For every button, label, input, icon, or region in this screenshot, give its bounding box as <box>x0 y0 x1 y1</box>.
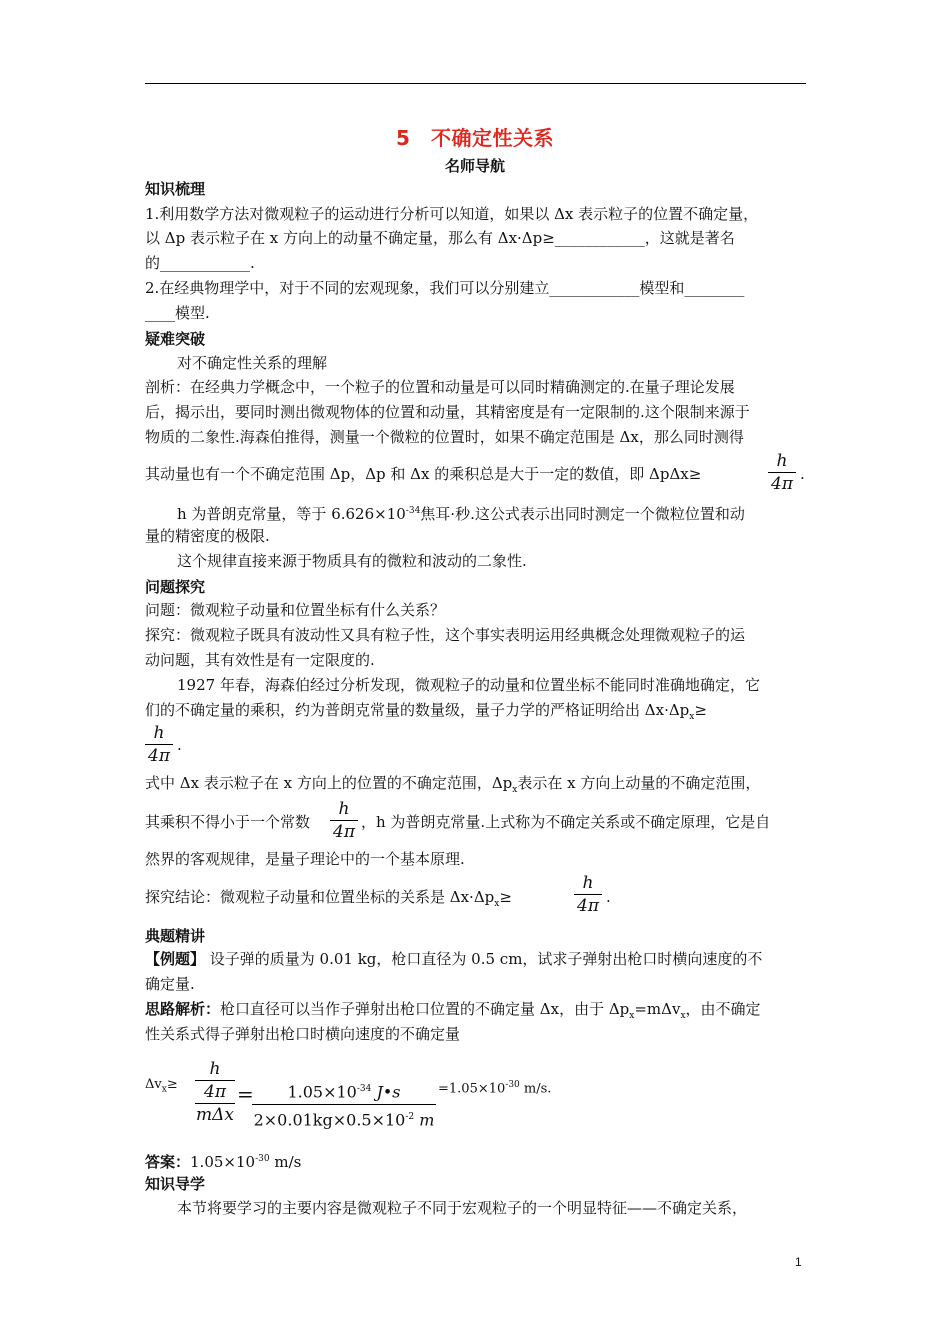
text-line: 思路解析：枪口直径可以当作子弹射出枪口位置的不确定量 Δx，由于 $\Delta p_x=m\Delta v_x$，由不确定 <box>145 1000 761 1021</box>
fraction-numerator: $1.05\times 10^{-34}$ J•s <box>287 1082 401 1102</box>
section-heading: 知识导学 <box>145 1175 206 1193</box>
section-heading: 典题精讲 <box>145 927 206 945</box>
fraction-denominator: 4π <box>148 746 170 766</box>
section-heading: 问题探究 <box>145 578 206 596</box>
fraction-denominator: 4π <box>577 896 599 916</box>
fraction-bar <box>330 820 358 821</box>
text-line: ，h 为普朗克常量.上式称为不确定关系或不确定原理，它是自 <box>361 813 771 831</box>
fraction-numerator: h <box>582 873 594 893</box>
equation-value-fraction <box>252 1078 436 1132</box>
fraction-numerator: h <box>776 451 788 471</box>
text-line: 【例题】 设子弹的质量为 0.01 kg，枪口直径为 0.5 cm，试求子弹射出枪口时横向速度的不 <box>145 950 763 968</box>
fraction-outer-denominator: mΔx <box>196 1105 234 1125</box>
text-line: 后，揭示出，要同时测出微观物体的位置和动量，其精密度是有一定限制的.这个限制来源于 <box>145 403 750 421</box>
text-line: 剖析：在经典力学概念中，一个粒子的位置和动量是可以同时精确测定的.在量子理论发展 <box>145 378 735 396</box>
fraction-bar <box>768 472 796 473</box>
text-line: 式中 Δx 表示粒子在 x 方向上的位置的不确定范围，$\Delta p_x$表示在 x 方向上动量的不确定范围， <box>145 774 761 795</box>
fraction-denominator: 4π <box>333 822 355 842</box>
text-line: 性关系式得子弹射出枪口时横向速度的不确定量 <box>145 1025 461 1043</box>
fraction-h-over-4pi <box>574 873 602 916</box>
fraction-h-over-4pi <box>145 723 173 766</box>
text-line: . <box>606 888 611 906</box>
fraction-bar <box>195 1080 235 1081</box>
fraction-bar <box>574 894 602 895</box>
equation-lhs: $\Delta v_x\ge$ <box>145 1077 178 1095</box>
text-line: 对不确定性关系的理解 <box>177 354 328 372</box>
section-heading: 疑难突破 <box>145 330 206 348</box>
text-line: 们的不确定量的乘积，约为普朗克常量的数量级，量子力学的严格证明给出 $\Delta x\cdot\Delta p_x\ge$ <box>145 701 707 722</box>
fraction-numerator: h <box>153 723 165 743</box>
text-line: ____模型. <box>145 304 210 322</box>
text-line: 问题：微观粒子动量和位置坐标有什么关系？ <box>145 601 446 619</box>
page-number: 1 <box>795 1255 802 1269</box>
header-rule <box>145 83 806 84</box>
fraction-h-over-4pi <box>330 799 358 842</box>
section-heading: 知识梳理 <box>145 180 206 198</box>
text-line: 探究：微观粒子既具有波动性又具有粒子性，这个事实表明运用经典概念处理微观粒子的运 <box>145 626 746 644</box>
text-line: 1.利用数学方法对微观粒子的运动进行分析可以知道，如果以 Δx 表示粒子的位置不确定量， <box>145 205 759 223</box>
text-line: 然界的客观规律，是量子理论中的一个基本原理. <box>145 850 465 868</box>
text-line: 动问题，其有效性是有一定限度的. <box>145 651 375 669</box>
fraction-bar <box>252 1104 436 1105</box>
text-line: 这个规律直接来源于物质具有的微粒和波动的二象性. <box>177 552 527 570</box>
text-line: 本节将要学习的主要内容是微观粒子不同于宏观粒子的一个明显特征——不确定关系， <box>177 1199 748 1217</box>
text-line: 1927 年春，海森伯经过分析发现，微观粒子的动量和位置坐标不能同时准确地确定，它 <box>177 676 760 694</box>
page-title: 5 不确定性关系 <box>396 126 554 150</box>
text-line: 确定量. <box>145 975 195 993</box>
fraction-bar-outer <box>195 1103 235 1104</box>
text-line: 2.在经典物理学中，对于不同的宏观现象，我们可以分别建立____________模型和________ <box>145 279 745 297</box>
text-line: 量的精密度的极限. <box>145 527 270 545</box>
text-line: h 为普朗克常量，等于 $6.626\times 10^{-34}$焦耳·秒.这公式表示出同时测定一个微粒位置和动 <box>177 505 745 523</box>
fraction-numerator: h <box>338 799 350 819</box>
text-line: . <box>800 465 805 483</box>
fraction-denominator: 4π <box>204 1082 226 1102</box>
text-line: 其乘积不得小于一个常数 <box>145 813 311 831</box>
text-line: 的____________. <box>145 254 255 272</box>
text-line: 探究结论：微观粒子动量和位置坐标的关系是 $\Delta x\cdot\Delta p_x\ge$ <box>145 888 512 909</box>
text-line: 以 Δp 表示粒子在 x 方向上的动量不确定量，那么有 Δx·Δp≥____________，这就是著名 <box>145 229 735 247</box>
fraction-bar <box>145 744 173 745</box>
fraction-h-over-4pi <box>768 451 796 494</box>
text-line: . <box>177 736 182 754</box>
page-subtitle: 名师导航 <box>444 157 505 175</box>
fraction-numerator: h <box>209 1059 221 1079</box>
answer-line: 答案：$1.05\times 10^{-30}$ m/s <box>145 1153 302 1171</box>
equation-result: $=1.05\times 10^{-30}$ m/s. <box>438 1080 552 1097</box>
text-line: 其动量也有一个不确定范围 Δp，Δp 和 Δx 的乘积总是大于一定的数值，即 ΔpΔx≥ <box>145 465 702 483</box>
fraction-denominator: $2\times 0.01kg\times 0.5\times 10^{-2}$ m <box>253 1110 435 1130</box>
fraction-denominator: 4π <box>771 474 793 494</box>
equals-sign: = <box>237 1082 254 1106</box>
text-line: 物质的二象性.海森伯推得，测量一个微粒的位置时，如果不确定范围是 Δx，那么同时测得 <box>145 428 744 446</box>
equation-compound-fraction <box>195 1059 235 1125</box>
